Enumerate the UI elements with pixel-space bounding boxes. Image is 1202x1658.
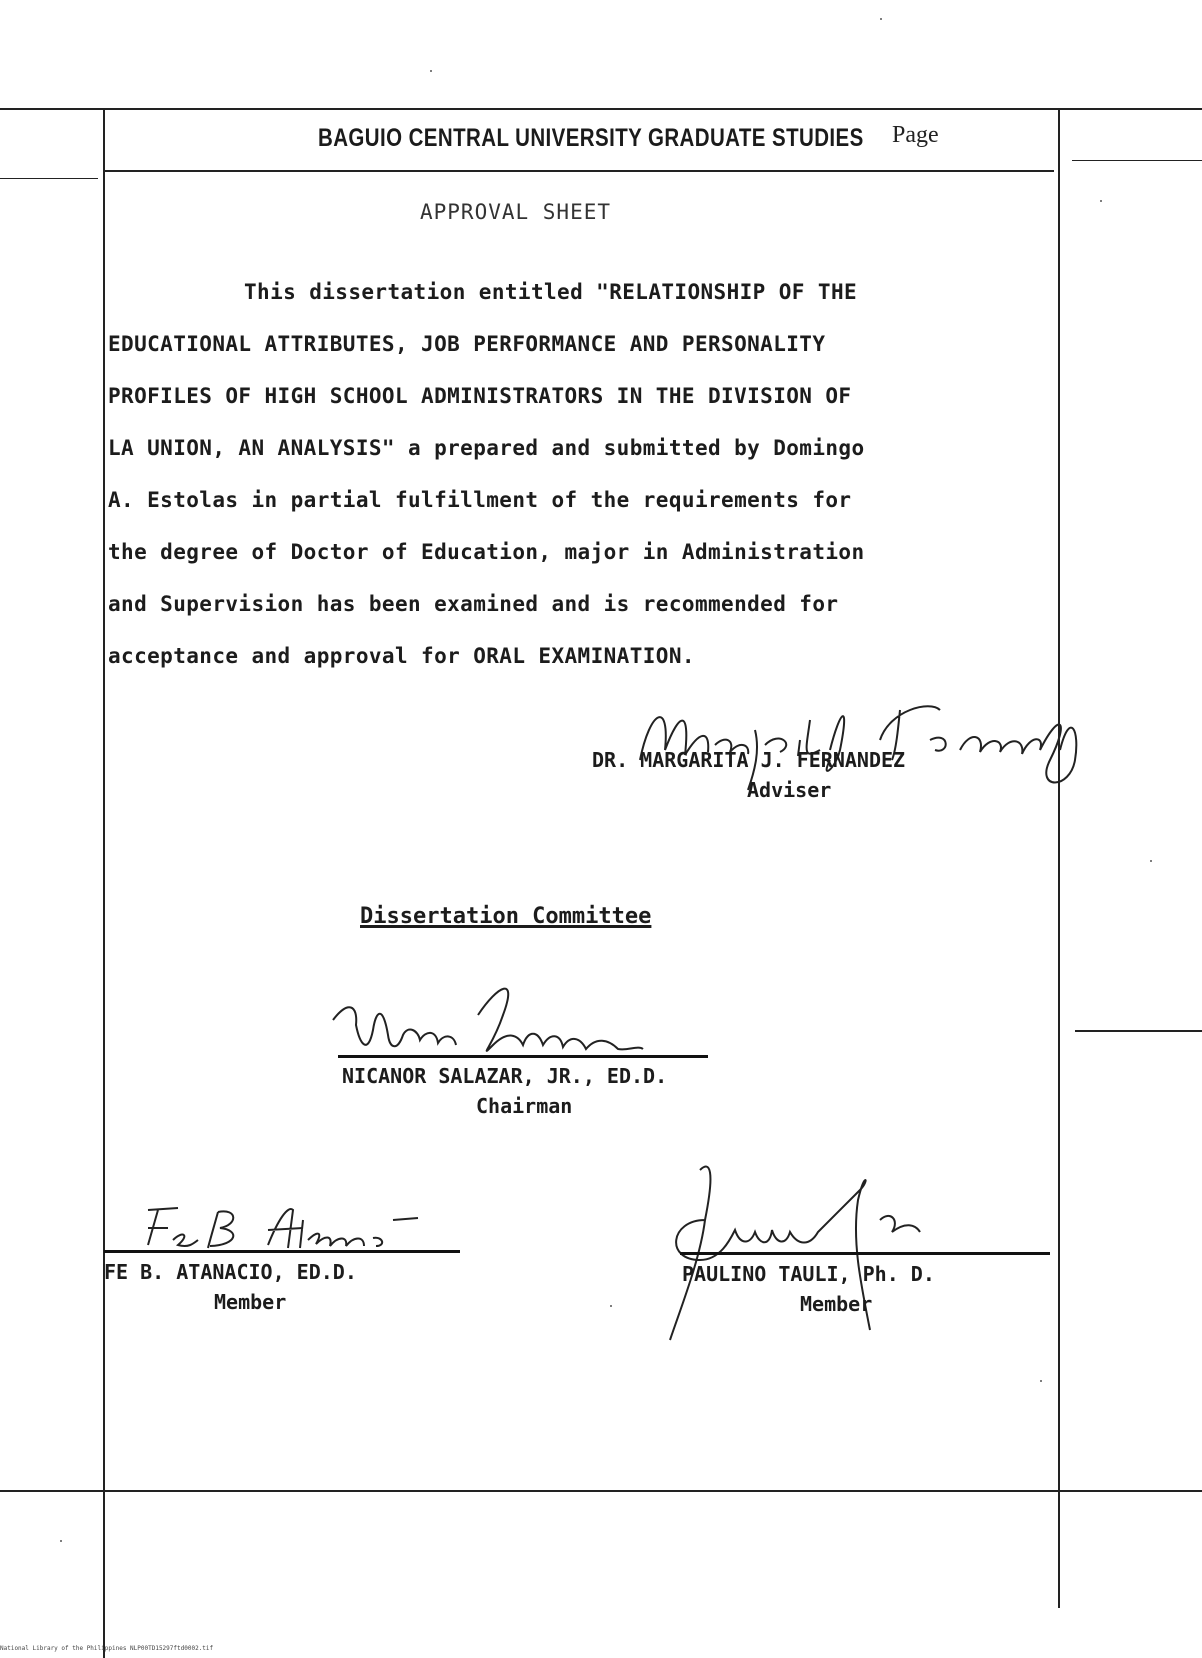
adviser-name: DR. MARGARITA J. FERNANDEZ	[592, 748, 906, 772]
member-left-role: Member	[214, 1290, 287, 1314]
chairman-role: Chairman	[476, 1094, 573, 1118]
chairman-signature-line	[338, 1055, 708, 1058]
scan-speck	[880, 18, 882, 20]
body-line: the degree of Doctor of Education, major in Administration	[108, 540, 865, 564]
body-line: A. Estolas in partial fulfillment of the requirements for	[108, 488, 852, 512]
right-margin-rule-top	[1072, 160, 1202, 161]
body-line: PROFILES OF HIGH SCHOOL ADMINISTRATORS IN THE DIVISION OF	[108, 384, 852, 408]
member-left-name: FE B. ATANACIO, ED.D.	[104, 1260, 357, 1284]
scan-speck	[610, 1305, 612, 1307]
university-header-title: BAGUIO CENTRAL UNIVERSITY GRADUATE STUDIES	[318, 124, 864, 152]
page-label: Page	[892, 122, 939, 148]
left-vertical-border	[103, 108, 105, 1658]
scan-speck	[1100, 200, 1102, 202]
member-right-signature-line	[680, 1252, 1050, 1255]
header-underline	[104, 170, 1054, 172]
member-left-signature-line	[104, 1250, 460, 1253]
body-line: and Supervision has been examined and is recommended for	[108, 592, 839, 616]
chairman-signature	[328, 985, 668, 1075]
adviser-role: Adviser	[747, 778, 832, 802]
body-line: acceptance and approval for ORAL EXAMINATION.	[108, 644, 695, 668]
adviser-signature	[630, 690, 1090, 800]
member-right-role: Member	[800, 1292, 873, 1316]
chairman-name: NICANOR SALAZAR, JR., ED.D.	[342, 1064, 668, 1088]
member-right-name: PAULINO TAULI, Ph. D.	[682, 1262, 935, 1286]
top-border-line	[0, 108, 1202, 110]
scan-speck	[1040, 1380, 1042, 1382]
bottom-border-line	[0, 1490, 1202, 1492]
archive-footer-note: National Library of the Philippines NLP00TD15297ftd0002.tif	[0, 1645, 214, 1652]
member-right-signature	[660, 1160, 990, 1360]
committee-heading: Dissertation Committee	[360, 904, 652, 929]
right-vertical-border	[1058, 108, 1060, 1608]
right-margin-rule-mid	[1075, 1030, 1202, 1032]
scan-speck	[430, 70, 432, 72]
scan-speck	[60, 1540, 62, 1542]
body-line: This dissertation entitled "RELATIONSHIP OF THE	[244, 280, 858, 304]
body-line: LA UNION, AN ANALYSIS" a prepared and submitted by Domingo	[108, 436, 865, 460]
left-margin-rule	[0, 178, 98, 179]
body-line: EDUCATIONAL ATTRIBUTES, JOB PERFORMANCE AND PERSONALITY	[108, 332, 826, 356]
approval-sheet-heading: APPROVAL SHEET	[420, 200, 612, 224]
scan-speck	[1150, 860, 1152, 862]
